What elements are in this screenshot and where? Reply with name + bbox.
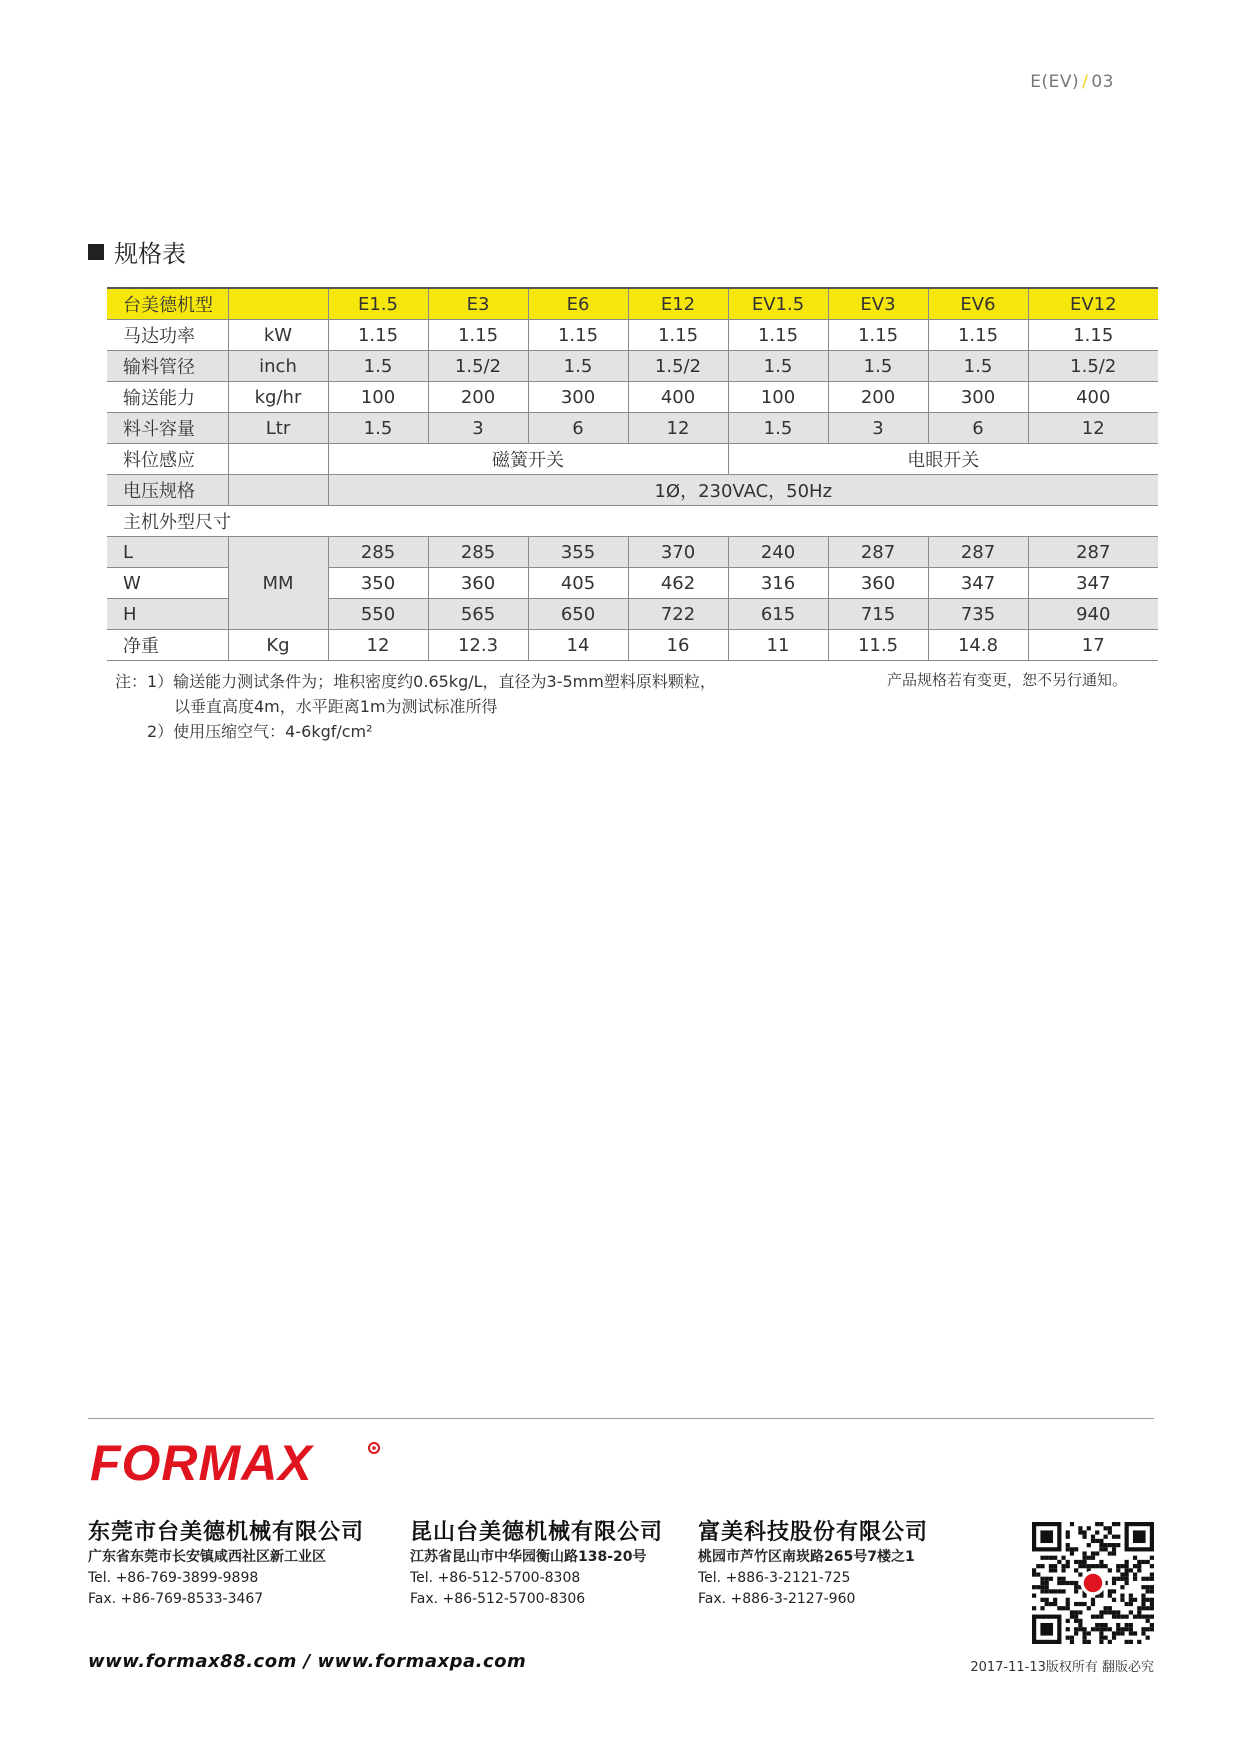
- table-cell: 100: [728, 382, 828, 413]
- table-row: [107, 351, 1158, 382]
- table-cell: 287: [828, 537, 928, 568]
- dimension-label: L: [107, 537, 228, 568]
- table-cell: 400: [1028, 382, 1158, 413]
- table-cell: 14.8: [928, 630, 1028, 661]
- table-cell: 285: [328, 537, 428, 568]
- header-cell: EV6: [928, 288, 1028, 320]
- table-cell: 6: [928, 413, 1028, 444]
- table-cell: 1.5/2: [1028, 351, 1158, 382]
- table-cell: 1.15: [828, 320, 928, 351]
- company-fax: Fax. +886-3-2127-960: [698, 1591, 856, 1607]
- table-cell: 287: [928, 537, 1028, 568]
- company-kunshan: [410, 1522, 663, 1610]
- table-cell: 405: [528, 568, 628, 599]
- table-cell: 6: [528, 413, 628, 444]
- header-cell: [228, 288, 328, 320]
- row-unit: inch: [228, 351, 328, 382]
- dimension-label: H: [107, 599, 228, 630]
- table-cell: 400: [628, 382, 728, 413]
- header-cell: EV1.5: [728, 288, 828, 320]
- header-cell: E6: [528, 288, 628, 320]
- header-cell: E3: [428, 288, 528, 320]
- table-cell: 200: [828, 382, 928, 413]
- sensor-ev-series: 电眼开关: [728, 444, 1158, 475]
- table-row: [107, 537, 1158, 568]
- table-cell: 14: [528, 630, 628, 661]
- website: www.formax88.com / www.formaxpa.com: [88, 1651, 527, 1672]
- table-cell: 12: [1028, 413, 1158, 444]
- table-cell: 1.15: [528, 320, 628, 351]
- table-cell: 1.15: [428, 320, 528, 351]
- table-cell: 16: [628, 630, 728, 661]
- table-cell: 360: [828, 568, 928, 599]
- company-tel: Tel. +86-769-3899-9898: [88, 1570, 259, 1586]
- company-taoyuan: [698, 1522, 928, 1610]
- note-line-2: 以垂直高度4m，水平距离1m为测试标准所得: [174, 697, 498, 716]
- table-cell: 1.5: [728, 413, 828, 444]
- table-cell: 1.5/2: [628, 351, 728, 382]
- table-row: [107, 506, 1158, 537]
- formax-logo: [88, 1432, 388, 1492]
- header-model-label: 台美德机型: [107, 288, 228, 320]
- row-label: 电压规格: [107, 475, 228, 506]
- table-cell: 1.5/2: [428, 351, 528, 382]
- table-cell: 200: [428, 382, 528, 413]
- table-cell: 12.3: [428, 630, 528, 661]
- table-header-row: [107, 288, 1158, 320]
- table-cell: 940: [1028, 599, 1158, 630]
- company-dongguan: [88, 1522, 364, 1610]
- table-cell: 316: [728, 568, 828, 599]
- table-cell: 1.15: [928, 320, 1028, 351]
- dimension-unit: MM: [228, 537, 328, 630]
- table-cell: 350: [328, 568, 428, 599]
- company-name: 昆山台美德机械有限公司: [410, 1520, 664, 1545]
- table-row: [107, 382, 1158, 413]
- table-cell: 735: [928, 599, 1028, 630]
- company-fax: Fax. +86-512-5700-8306: [410, 1591, 586, 1607]
- table-cell: 300: [928, 382, 1028, 413]
- row-label: 料位感应: [107, 444, 228, 475]
- table-cell: 347: [928, 568, 1028, 599]
- row-label: 净重: [107, 630, 228, 661]
- note-line-3: 2）使用压缩空气：4-6kgf/cm²: [147, 722, 373, 741]
- header-cell: EV3: [828, 288, 928, 320]
- table-cell: 287: [1028, 537, 1158, 568]
- table-cell: 3: [828, 413, 928, 444]
- table-cell: 722: [628, 599, 728, 630]
- company-name: 东莞市台美德机械有限公司: [88, 1520, 365, 1545]
- company-tel: Tel. +886-3-2121-725: [698, 1570, 851, 1586]
- disclaimer: 产品规格若有变更，恕不另行通知。: [886, 671, 1127, 689]
- table-cell: 1.5: [328, 351, 428, 382]
- table-cell: 1.15: [628, 320, 728, 351]
- company-name: 富美科技股份有限公司: [698, 1520, 929, 1545]
- table-cell: 1.5: [728, 351, 828, 382]
- table-row: [107, 320, 1158, 351]
- table-cell: 1.5: [328, 413, 428, 444]
- table-cell: 360: [428, 568, 528, 599]
- table-cell: 565: [428, 599, 528, 630]
- company-fax: Fax. +86-769-8533-3467: [88, 1591, 264, 1607]
- logo-text: FORMAX: [90, 1435, 313, 1491]
- header-cell: E12: [628, 288, 728, 320]
- section-title: 规格表: [114, 240, 186, 268]
- table-cell: 240: [728, 537, 828, 568]
- note-line-1: 注：1）输送能力测试条件为；堆积密度约0.65kg/L，直径为3-5mm塑料原料颗粒，: [115, 672, 716, 691]
- table-cell: 615: [728, 599, 828, 630]
- table-cell: 12: [628, 413, 728, 444]
- table-cell: 1.5: [528, 351, 628, 382]
- qr-code-icon: [1032, 1522, 1154, 1644]
- table-cell: 1.15: [728, 320, 828, 351]
- table-cell: 17: [1028, 630, 1158, 661]
- row-unit: [228, 444, 328, 475]
- table-row: [107, 413, 1158, 444]
- footer-divider: [88, 1418, 1154, 1419]
- row-label: 输料管径: [107, 351, 228, 382]
- table-row: [107, 630, 1158, 661]
- table-cell: 715: [828, 599, 928, 630]
- row-label: 料斗容量: [107, 413, 228, 444]
- header-cell: E1.5: [328, 288, 428, 320]
- company-address: 广东省东莞市长安镇咸西社区新工业区: [88, 1549, 326, 1565]
- table-cell: 550: [328, 599, 428, 630]
- table-cell: 1.15: [1028, 320, 1158, 351]
- dimension-label: W: [107, 568, 228, 599]
- table-row: [107, 475, 1158, 506]
- page-num: 03: [1091, 72, 1114, 92]
- company-address: 江苏省昆山市中华园衡山路138-20号: [410, 1549, 647, 1565]
- table-cell: 1.15: [328, 320, 428, 351]
- copyright: 2017-11-13版权所有 翻版必究: [970, 1660, 1154, 1675]
- table-cell: 100: [328, 382, 428, 413]
- table-cell: 3: [428, 413, 528, 444]
- row-unit: Kg: [228, 630, 328, 661]
- table-cell: 347: [1028, 568, 1158, 599]
- company-tel: Tel. +86-512-5700-8308: [410, 1570, 581, 1586]
- table-cell: 12: [328, 630, 428, 661]
- row-label: 输送能力: [107, 382, 228, 413]
- table-cell: 11.5: [828, 630, 928, 661]
- spec-table: [107, 287, 1158, 661]
- row-unit: [228, 475, 328, 506]
- table-row: [107, 444, 1158, 475]
- header-cell: EV12: [1028, 288, 1158, 320]
- table-cell: 650: [528, 599, 628, 630]
- square-bullet-icon: [88, 244, 104, 260]
- table-cell: 355: [528, 537, 628, 568]
- section-heading: [88, 234, 186, 269]
- row-unit: Ltr: [228, 413, 328, 444]
- table-cell: 370: [628, 537, 728, 568]
- page-slash: /: [1082, 72, 1089, 92]
- table-cell: 300: [528, 382, 628, 413]
- company-address: 桃园市芦竹区南崁路265号7楼之1: [698, 1549, 915, 1565]
- table-cell: 462: [628, 568, 728, 599]
- row-label: 马达功率: [107, 320, 228, 351]
- voltage-value: 1Ø，230VAC，50Hz: [328, 475, 1158, 506]
- row-unit: kW: [228, 320, 328, 351]
- table-cell: 11: [728, 630, 828, 661]
- dimension-title: 主机外型尺寸: [107, 506, 1158, 537]
- sensor-e-series: 磁簧开关: [328, 444, 728, 475]
- row-unit: kg/hr: [228, 382, 328, 413]
- page-code: E(EV): [1030, 72, 1080, 92]
- table-cell: 1.5: [828, 351, 928, 382]
- page-number: [1030, 72, 1114, 92]
- table-cell: 1.5: [928, 351, 1028, 382]
- table-cell: 285: [428, 537, 528, 568]
